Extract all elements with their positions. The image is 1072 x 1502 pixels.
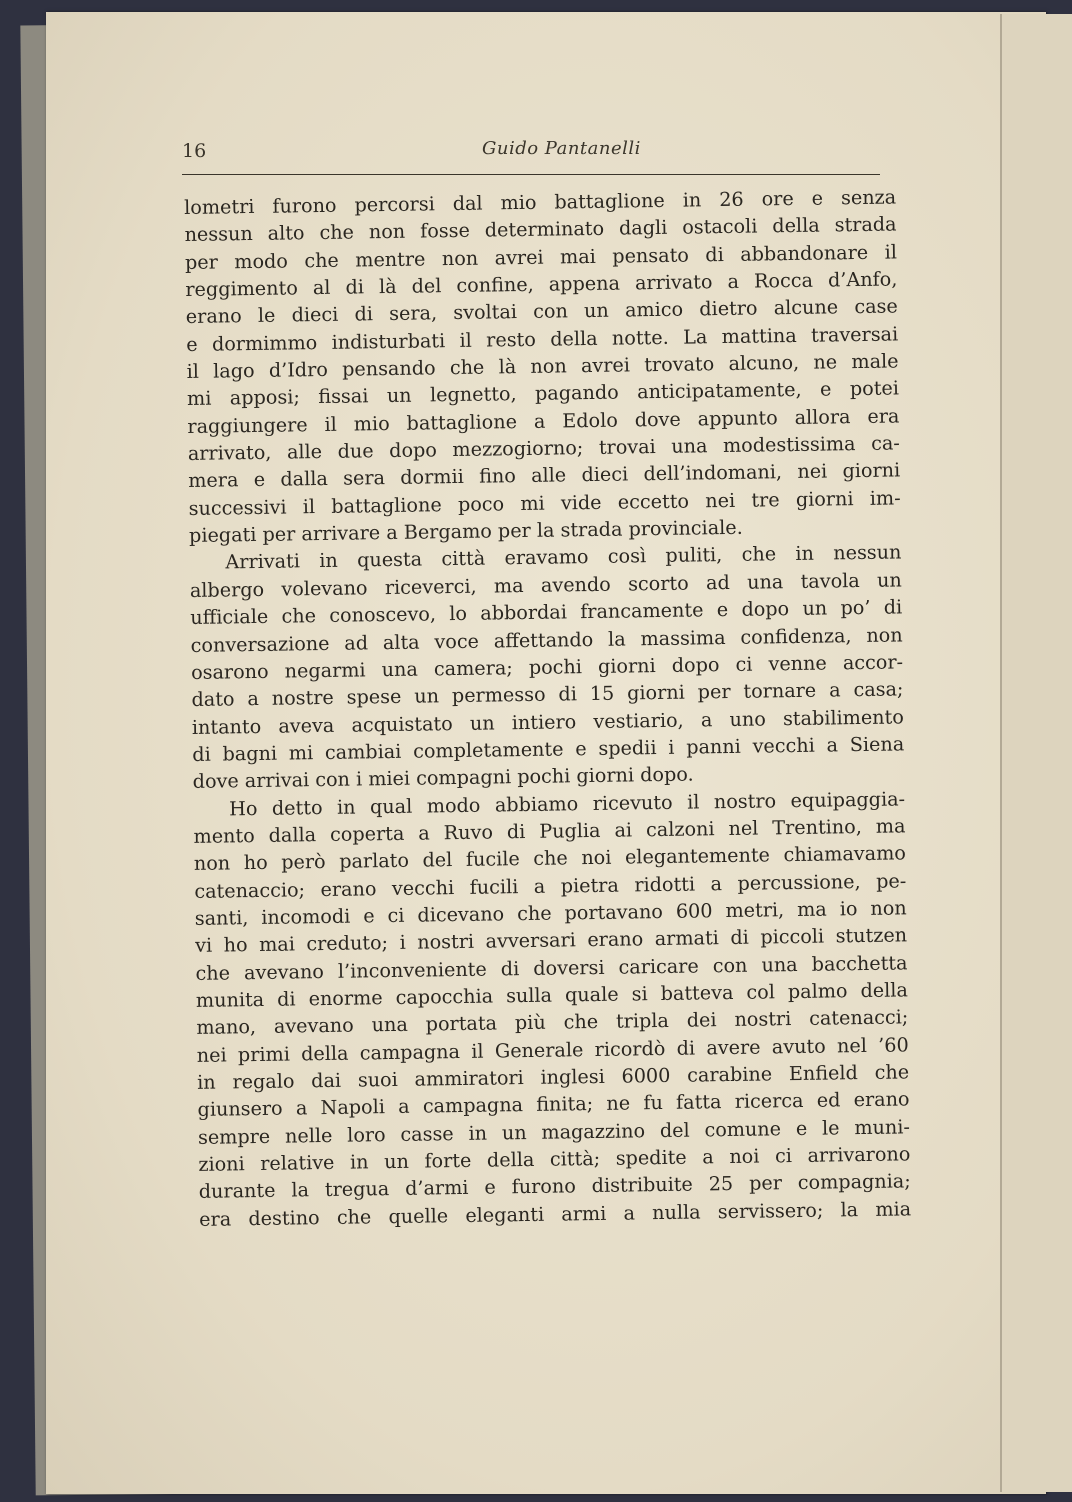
text-line: piegati per arrivare a Bergamo per la strada provinciale.: [188, 515, 743, 548]
text-line: zioni relative in un forte della città; spedite a noi ci arrivarono: [198, 1142, 911, 1176]
text-line: in regalo dai suoi ammiratori inglesi 6000 carabine Enfield che: [197, 1060, 910, 1094]
text-line: era destino che quelle eleganti armi a nulla servissero; la mia: [199, 1197, 912, 1231]
text-line: lometri furono percorsi dal mio battaglione in 26 ore e senza: [184, 185, 897, 219]
text-line: il lago d’Idro pensando che là non avrei trovato alcuno, ne male: [186, 349, 899, 384]
text-line: erano le dieci di sera, svoltai con un amico dietro alcune case: [185, 294, 898, 329]
text-line: munita di enorme capocchia sulla quale si batteva col palmo della: [195, 978, 909, 1012]
text-line: e dormimmo indisturbati il resto della notte. La mattina traversai: [186, 322, 899, 356]
text-line: reggimento al di là del confine, appena arrivato a Rocca d’Anfo,: [185, 267, 898, 302]
text-line: non ho però parlato del fucile che noi elegantemente chiamavamo: [193, 841, 907, 876]
text-line: dato a nostre spese un permesso di 15 giorni per tornare a casa;: [191, 677, 904, 712]
running-head: Guido Pantanelli: [482, 138, 641, 159]
text-line: ufficiale che conoscevo, lo abbordai francamente e dopo un po’ di: [190, 595, 903, 630]
body-text: [184, 183, 911, 1233]
text-line: mi apposi; fissai un legnetto, pagando anticipatamente, e potei: [186, 376, 900, 411]
text-line: osarono negarmi una camera; pochi giorni dopo ci venne accor-: [190, 650, 904, 684]
text-line: nessun alto che non fosse determinato dagli ostacoli della strada: [184, 212, 897, 247]
text-line: mento dalla coperta a Ruvo di Puglia ai calzoni nel Trentino, ma: [193, 814, 906, 848]
text-line: sempre nelle loro casse in un magazzino del comune e le muni-: [197, 1115, 911, 1149]
text-line: che avevano l’inconveniente di doversi caricare con una bacchetta: [195, 950, 908, 985]
text-line: arrivato, alle due dopo mezzogiorno; trovai una modestissima ca-: [187, 431, 900, 466]
text-line: mera e dalla sera dormii fino alle dieci dell’indomani, nei giorni: [188, 458, 901, 493]
text-line: nei primi della campagna il Generale ricordò di avere avuto nel ’60: [196, 1033, 909, 1067]
text-line: giunsero a Napoli a campagna finita; ne fu fatta ricerca ed erano: [197, 1087, 910, 1122]
text-line: dove arrivai con i miei compagni pochi giorni dopo.: [192, 762, 694, 794]
text-line: vi ho mai creduto; i nostri avversari erano armati di piccoli stutzen: [194, 923, 908, 958]
text-line: Arrivati in questa città eravamo così puliti, che in nessun: [225, 540, 902, 574]
text-line: raggiungere il mio battaglione a Edolo dove appunto allora era: [187, 404, 900, 438]
text-line: mano, avevano una portata più che tripla dei nostri catenacci;: [196, 1005, 909, 1040]
text-line: catenaccio; erano vecchi fucili a pietra ridotti a percussione, pe-: [194, 868, 907, 903]
header-rule: [182, 174, 880, 175]
text-line: Ho detto in qual modo abbiamo ricevuto il nostro equipaggia-: [228, 786, 906, 820]
facing-page-edge: [1000, 14, 1072, 1492]
page-number: 16: [182, 140, 207, 162]
text-line: santi, incomodi e ci dicevano che portavano 600 metri, ma io non: [194, 896, 907, 930]
text-line: di bagni mi cambiai completamente e spedii i panni vecchi a Siena: [192, 732, 905, 766]
text-line: per modo che mentre non avrei mai pensato di abbandonare il: [184, 240, 898, 274]
text-line: intanto aveva acquistato un intiero vestiario, a uno stabilimento: [191, 704, 904, 739]
text-line: durante la tregua d’armi e furono distribuite 25 per compagnia;: [198, 1169, 911, 1204]
text-line: successivi il battaglione poco mi vide eccetto nei tre giorni im-: [188, 486, 901, 520]
page-header: [182, 138, 880, 168]
text-line: conversazione ad alta voce affettando la massima confidenza, non: [190, 622, 903, 657]
text-line: albergo volevano riceverci, ma avendo scorto ad una tavola un: [189, 568, 902, 602]
